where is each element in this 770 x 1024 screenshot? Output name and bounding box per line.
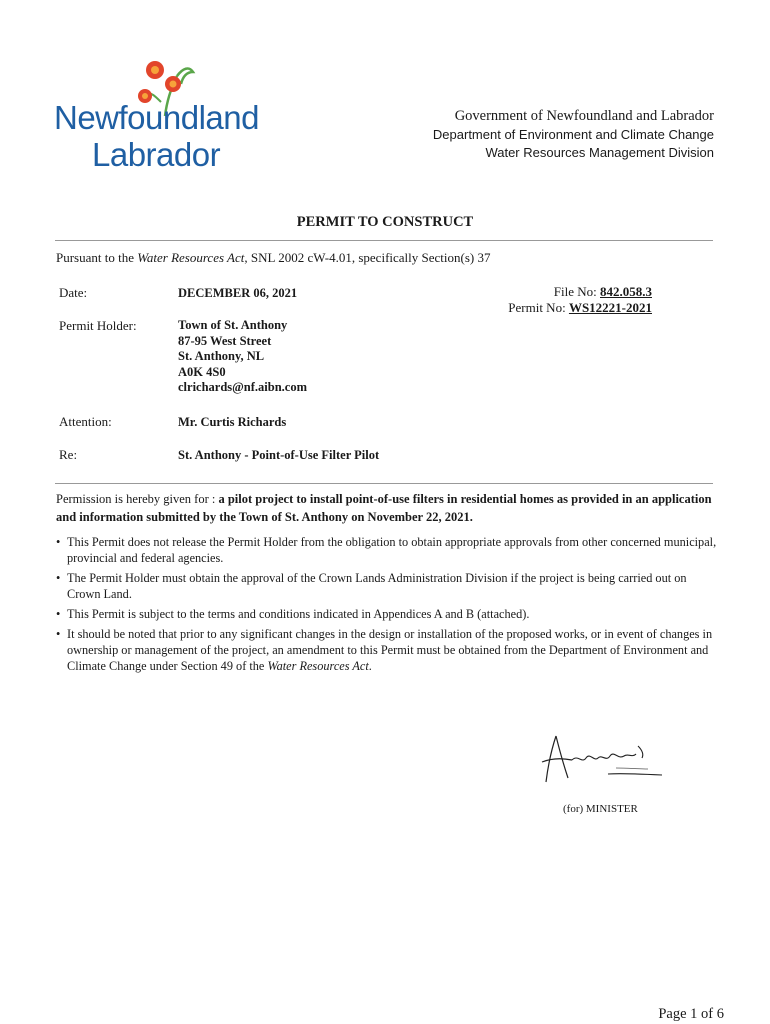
signature-caption: (for) MINISTER	[563, 803, 638, 815]
condition-text: This Permit does not release the Permit Holder from the obligation to obtain appropriate approvals from other concerned municipal, provincial and federal agencies.	[67, 535, 717, 565]
act-name: Water Resources Act	[137, 250, 245, 265]
section-divider	[55, 483, 713, 484]
date-label: Date:	[59, 285, 88, 300]
government-header	[433, 107, 714, 162]
page-number: Page 1 of 6	[658, 1006, 724, 1022]
condition-text: This Permit is subject to the terms and conditions indicated in Appendices A and B (attached).	[67, 607, 530, 621]
attention-value: Mr. Curtis Richards	[178, 415, 287, 429]
holder-email: clrichards@nf.aibn.com	[178, 380, 307, 394]
permit-holder-address	[178, 318, 307, 396]
government-name: Government of Newfoundland and Labrador	[454, 108, 714, 124]
list-item	[56, 570, 718, 602]
document-title: PERMIT TO CONSTRUCT	[296, 214, 474, 230]
permission-paragraph	[56, 490, 716, 526]
pursuant-statement	[56, 250, 490, 266]
handwritten-signature-icon	[538, 728, 668, 788]
permit-number-value: WS12221-2021	[568, 300, 652, 315]
condition-tail: .	[368, 659, 372, 673]
pursuant-prefix: Pursuant to the	[56, 250, 138, 265]
permit-number	[508, 300, 652, 316]
conditions-list	[56, 534, 718, 678]
newfoundland-labrador-logo	[52, 58, 262, 173]
logo-word-newfoundland: Newfoundland	[54, 99, 259, 136]
permission-prefix: Permission is hereby given for :	[56, 492, 219, 506]
holder-city: St. Anthony, NL	[178, 349, 265, 363]
file-number-value: 842.058.3	[600, 284, 652, 299]
date-value: DECEMBER 06, 2021	[178, 286, 298, 300]
permit-number-label: Permit No:	[508, 300, 569, 315]
permit-holder-label: Permit Holder:	[59, 318, 137, 333]
permission-scope: a pilot project to install point-of-use filters in residential homes as provided in an application and information submitted by the Town of St. Anthony on November 22, 2021.	[56, 492, 712, 524]
division-name: Water Resources Management Division	[485, 145, 714, 160]
logo-word-labrador: Labrador	[92, 136, 221, 173]
file-info	[508, 284, 652, 316]
department-name: Department of Environment and Climate Change	[432, 127, 714, 142]
condition-text: The Permit Holder must obtain the approval of the Crown Lands Administration Division if the project is being carried out on Crown Land.	[67, 571, 687, 601]
list-item	[56, 606, 718, 622]
file-number-label: File No:	[553, 284, 600, 299]
holder-street: 87-95 West Street	[178, 333, 272, 348]
file-number	[508, 284, 652, 300]
list-item	[56, 626, 718, 674]
holder-postal-code: A0K 4S0	[178, 364, 226, 379]
condition-text: It should be noted that prior to any significant changes in the design or installation of the proposed works, or in event of changes in ownership or management of the project, an amendment to this Permit must be obtained from the Department of Environment and Climate Change under Section 49 of the	[67, 627, 713, 673]
signature	[538, 728, 668, 793]
holder-name: Town of St. Anthony	[178, 318, 288, 332]
title-divider	[55, 240, 713, 241]
act-name: Water Resources Act	[267, 659, 369, 673]
pursuant-suffix: , SNL 2002 cW-4.01, specifically Section(s) 37	[244, 250, 491, 265]
attention-label: Attention:	[59, 414, 112, 429]
re-label: Re:	[59, 447, 78, 462]
re-value: St. Anthony - Point-of-Use Filter Pilot	[178, 448, 380, 462]
list-item	[56, 534, 718, 566]
